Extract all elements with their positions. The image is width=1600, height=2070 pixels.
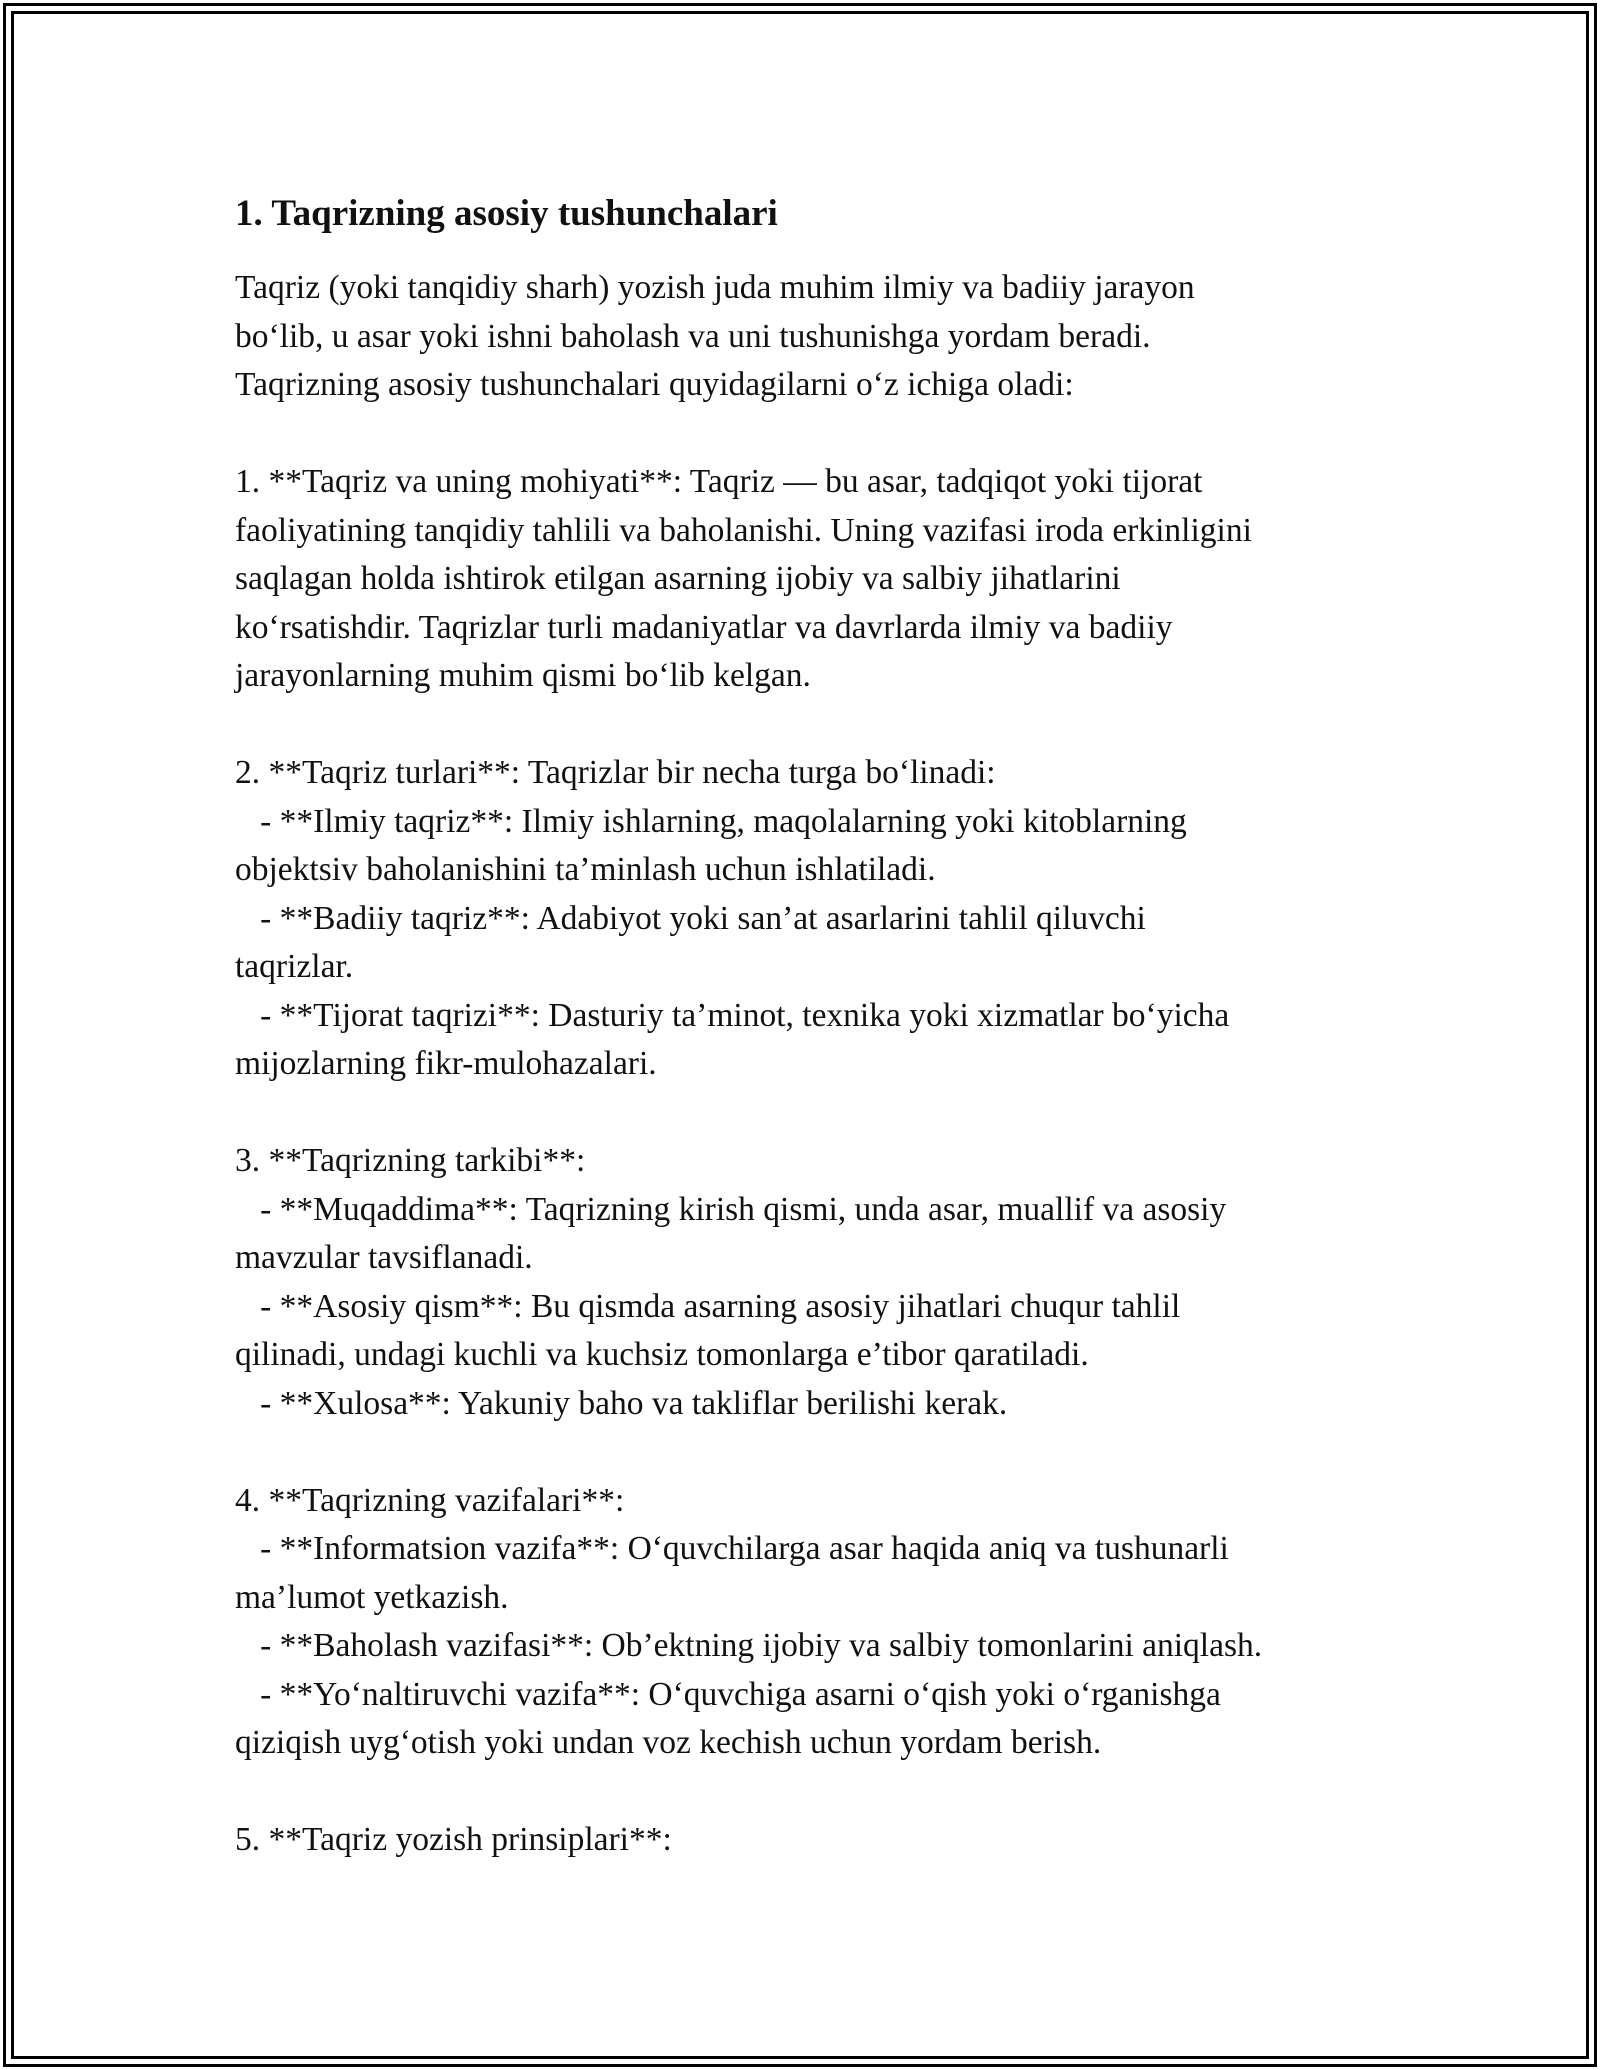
blank-line [235, 1089, 1395, 1138]
text-line: mavzular tavsiflanadi. [235, 1239, 533, 1276]
text-line: bo‘lib, u asar yoki ishni baholash va uni tushunishga yordam beradi. [235, 317, 1151, 355]
text-line: qilinadi, undagi kuchli va kuchsiz tomonlarga e’tibor qaratiladi. [235, 1336, 1089, 1373]
text-line: - **Badiiy taqriz**: Adabiyot yoki san’at asarlarini tahlil qiluvchi [235, 899, 1146, 937]
text-line: saqlagan holda ishtirok etilgan asarning ijobiy va salbiy jihatlarini [235, 560, 1121, 597]
text-line: ko‘rsatishdir. Taqrizlar turli madaniyatlar va davrlarda ilmiy va badiiy [235, 608, 1173, 646]
text-line: - **Asosiy qism**: Bu qismda asarning asosiy jihatlari chuqur tahlil [235, 1287, 1181, 1325]
document-body [235, 264, 1395, 1865]
section-title: 1. Taqrizning asosiy tushunchalari [235, 193, 778, 234]
text-line: Taqriz (yoki tanqidiy sharh) yozish juda muhim ilmiy va badiiy jarayon [235, 269, 1195, 306]
text-line: mijozlarning fikr-mulohazalari. [235, 1045, 657, 1082]
text-line: - **Xulosa**: Yakuniy baho va takliflar berilishi kerak. [235, 1384, 1008, 1422]
text-line: Taqrizning asosiy tushunchalari quyidagilarni o‘z ichiga oladi: [235, 366, 1074, 403]
text-line: 3. **Taqrizning tarkibi**: [235, 1142, 586, 1179]
text-line: faoliyatining tanqidiy tahlili va baholanishi. Uning vazifasi iroda erkinligini [235, 511, 1252, 549]
text-line: jarayonlarning muhim qismi bo‘lib kelgan. [235, 657, 811, 694]
blank-line [235, 1428, 1395, 1477]
text-line: ma’lumot yetkazish. [235, 1578, 509, 1616]
text-line: - **Ilmiy taqriz**: Ilmiy ishlarning, maqolalarning yoki kitoblarning [235, 802, 1187, 840]
text-line: 2. **Taqriz turlari**: Taqrizlar bir necha turga bo‘linadi: [235, 754, 996, 791]
document-page [235, 186, 1395, 1865]
text-line: 4. **Taqrizning vazifalari**: [235, 1481, 625, 1519]
text-line: - **Tijorat taqrizi**: Dasturiy ta’minot, texnika yoki xizmatlar bo‘yicha [235, 996, 1230, 1034]
blank-line [235, 701, 1395, 750]
text-line: 5. **Taqriz yozish prinsiplari**: [235, 1821, 672, 1858]
text-line: taqrizlar. [235, 948, 354, 985]
text-line: - **Yo‘naltiruvchi vazifa**: O‘quvchiga asarni o‘qish yoki o‘rganishga [235, 1675, 1221, 1713]
text-line: qiziqish uyg‘otish yoki undan voz kechish uchun yordam berish. [235, 1724, 1102, 1761]
blank-line [235, 410, 1395, 459]
text-line: 1. **Taqriz va uning mohiyati**: Taqriz — bu asar, tadqiqot yoki tijorat [235, 463, 1203, 500]
text-line: - **Muqaddima**: Taqrizning kirish qismi, unda asar, muallif va asosiy [235, 1190, 1227, 1228]
text-line: objektsiv baholanishini ta’minlash uchun ishlatiladi. [235, 851, 936, 888]
text-line: - **Informatsion vazifa**: O‘quvchilarga asar haqida aniq va tushunarli [235, 1530, 1229, 1567]
text-line: - **Baholash vazifasi**: Ob’ektning ijobiy va salbiy tomonlarini aniqlash. [235, 1627, 1263, 1664]
blank-line [235, 1768, 1395, 1817]
